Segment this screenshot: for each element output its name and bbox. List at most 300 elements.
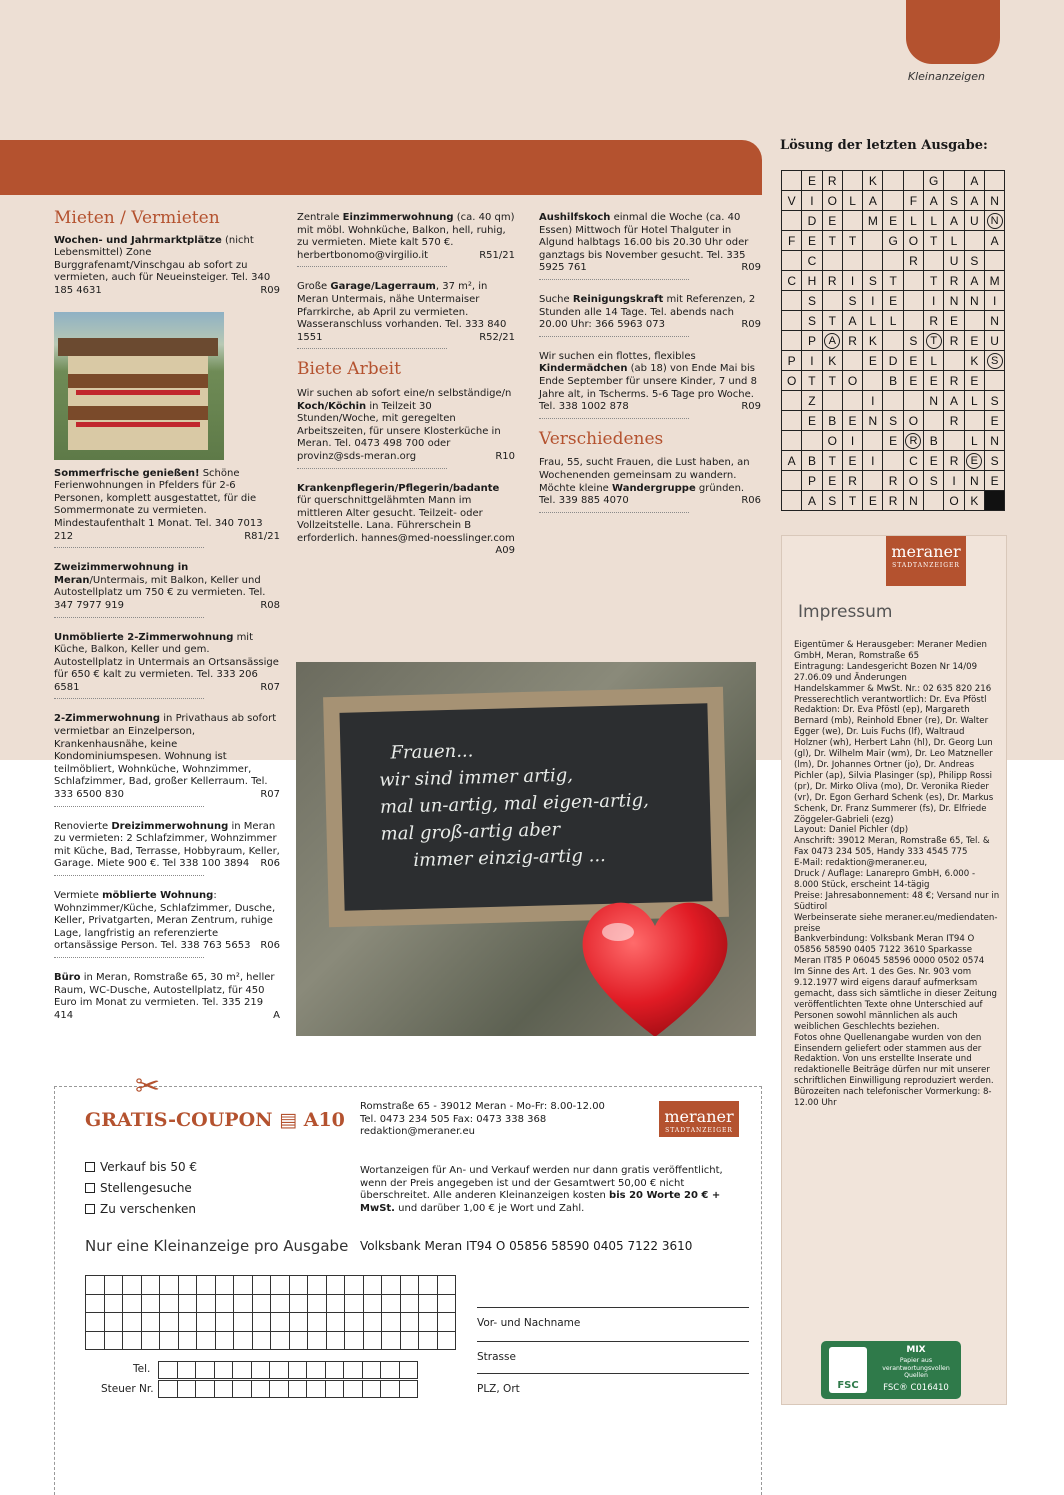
letter-box[interactable] [233, 1362, 252, 1379]
letter-box[interactable] [123, 1294, 142, 1313]
grid-cell: I [984, 291, 1004, 311]
letter-box[interactable] [345, 1313, 364, 1332]
letter-box[interactable] [141, 1313, 160, 1332]
letter-box[interactable] [214, 1362, 233, 1379]
grid-cell [924, 411, 944, 431]
letter-box[interactable] [159, 1362, 178, 1379]
grid-cell: T [822, 231, 842, 251]
grid-cell: S [802, 311, 822, 331]
grid-cell [903, 291, 923, 311]
coupon-title [85, 1109, 345, 1131]
grid-cell: K [822, 351, 842, 371]
grid-cell: T [842, 231, 862, 251]
grid-cell: E [924, 371, 944, 391]
ad-text: Große [297, 281, 331, 293]
ad-item [539, 212, 761, 280]
ad-title: Einzimmerwohnung [342, 212, 454, 223]
grid-cell: C [903, 451, 923, 471]
grid-row [782, 191, 1005, 211]
grid-row [782, 231, 1005, 251]
letter-box[interactable] [288, 1362, 307, 1379]
letter-box[interactable] [326, 1313, 345, 1332]
letter-box[interactable] [437, 1313, 456, 1332]
grid-cell [842, 391, 862, 411]
grid-cell: L [842, 191, 862, 211]
grid-cell: O [903, 411, 923, 431]
letter-box[interactable] [141, 1331, 160, 1350]
letter-box[interactable] [381, 1381, 400, 1398]
grid-cell: L [924, 211, 944, 231]
letter-box[interactable] [251, 1381, 270, 1398]
checkbox[interactable] [85, 1183, 95, 1193]
letter-box[interactable] [123, 1276, 142, 1295]
tax-label: Steuer Nr. [101, 1383, 154, 1395]
letter-box[interactable] [86, 1276, 105, 1295]
letter-box[interactable] [399, 1362, 418, 1379]
grid-cell [924, 251, 944, 271]
letter-box[interactable] [344, 1381, 363, 1398]
logo-subtext: STADTANZEIGER [665, 1127, 733, 1134]
letter-box[interactable] [419, 1294, 438, 1313]
letter-box[interactable] [234, 1313, 253, 1332]
letter-box[interactable] [271, 1294, 290, 1313]
letter-box[interactable] [104, 1294, 123, 1313]
header-ribbon [0, 140, 762, 195]
grid-cell: V [782, 191, 802, 211]
grid-cell: I [944, 471, 964, 491]
grid-cell: A [842, 311, 862, 331]
tel-field[interactable] [158, 1361, 418, 1379]
letter-box[interactable] [271, 1313, 290, 1332]
letter-box[interactable] [252, 1331, 271, 1350]
grid-cell: N [924, 391, 944, 411]
grid-cell [883, 391, 903, 411]
letter-box[interactable] [197, 1331, 216, 1350]
grid-cell: O [944, 491, 964, 511]
name-label: Vor- und Nachname [477, 1317, 581, 1329]
letter-box[interactable] [197, 1276, 216, 1295]
grid-cell: R [822, 271, 842, 291]
grid-cell [842, 211, 862, 231]
letter-box[interactable] [123, 1313, 142, 1332]
grid-cell [903, 271, 923, 291]
letter-box[interactable] [196, 1362, 215, 1379]
ad-text: in Privathaus ab sofort vermietbar an Einzelperson, Krankenhausnähe, keine Kondominiumspesen. Wohnung ist teilmöbliert, Wohnküche, Wohnzimmer, Schlafzimmer, Bad, großer Kellerraum. Tel. 333 6500 830 [54, 713, 277, 801]
city-line[interactable] [477, 1373, 749, 1374]
grid-cell: E [903, 371, 923, 391]
letter-box[interactable] [104, 1276, 123, 1295]
grid-cell: S [903, 331, 923, 351]
chalkboard [339, 703, 712, 911]
grid-cell [883, 331, 903, 351]
ad-ref: R06 [260, 858, 280, 870]
grid-cell [782, 251, 802, 271]
letter-box[interactable] [251, 1362, 270, 1379]
grid-row [782, 431, 1005, 451]
grid-cell: L [903, 211, 923, 231]
letter-box[interactable] [177, 1381, 196, 1398]
grid-row [782, 311, 1005, 331]
letter-box[interactable] [307, 1381, 326, 1398]
tax-field[interactable] [158, 1380, 418, 1398]
impressum-line: Anschrift: 39012 Meran, Romstraße 65, Tel. & Fax 0473 234 505, Handy 333 4545 775 [794, 836, 990, 858]
impressum-line: Fotos ohne Quellenangabe wurden von den Einsendern geliefert oder stammen aus der Redaktion. Von uns erstellte Inserate und redaktionelle Beiträge dürfen nur mit unserer schriftlichen Einwilligung reproduziert werden. [794, 1032, 994, 1087]
letter-box[interactable] [437, 1294, 456, 1313]
letter-box[interactable] [289, 1276, 308, 1295]
grid-cell: K [964, 351, 984, 371]
letter-box[interactable] [326, 1276, 345, 1295]
grid-cell: I [863, 391, 883, 411]
grid-cell: L [883, 311, 903, 331]
letter-box[interactable] [160, 1313, 179, 1332]
grid-cell: A [964, 191, 984, 211]
grid-cell [883, 451, 903, 471]
grid-cell [782, 491, 802, 511]
grid-row [782, 291, 1005, 311]
letter-box[interactable] [160, 1331, 179, 1350]
letter-box[interactable] [289, 1294, 308, 1313]
letter-box[interactable] [141, 1294, 160, 1313]
grid-cell: S [984, 351, 1004, 371]
ad-title: Unmöblierte 2-Zimmerwohnung [54, 631, 234, 643]
letter-box[interactable] [419, 1276, 438, 1295]
grid-cell: S [984, 391, 1004, 411]
grid-row [782, 491, 1005, 511]
grid-cell: E [883, 291, 903, 311]
fsc-tree-icon: FSC [829, 1347, 867, 1393]
ad-item [54, 972, 280, 1022]
letter-box[interactable] [271, 1276, 290, 1295]
impressum-line: Bankverbindung: Volksbank Meran IT94 O 05856 58590 0405 7122 3610 Sparkasse Meran IT85 P 06045 58596 0000 0502 0574 [794, 934, 985, 967]
ad-item [297, 482, 515, 557]
letter-box[interactable] [437, 1331, 456, 1350]
letter-box[interactable] [308, 1313, 327, 1332]
heading-biete-arbeit: Biete Arbeit [297, 359, 401, 380]
grid-cell: T [822, 311, 842, 331]
chalk-line: Frauen... [390, 740, 474, 764]
grid-cell: A [802, 491, 822, 511]
letter-box[interactable] [197, 1294, 216, 1313]
grid-cell: I [842, 431, 862, 451]
grid-cell: I [924, 291, 944, 311]
ad-text: , 37 m², in Meran Untermais, nähe Untermaiser Pfarrkirche, ab April zu vermieten. Wasseranschluss vorhanden. Tel. 333 840 1551 [297, 281, 507, 343]
grid-cell: S [822, 491, 842, 511]
letter-box[interactable] [399, 1381, 418, 1398]
section-tab [906, 0, 1000, 64]
letter-box[interactable] [345, 1331, 364, 1350]
grid-cell: E [964, 331, 984, 351]
ad-ref: R09 [741, 401, 761, 413]
grid-cell [863, 371, 883, 391]
grid-cell: E [964, 451, 984, 471]
grid-cell: E [863, 351, 883, 371]
letter-box[interactable] [234, 1331, 253, 1350]
letter-box[interactable] [363, 1276, 382, 1295]
letter-box[interactable] [289, 1313, 308, 1332]
ad-text: in Meran, Romstraße 65, 30 m², heller Raum, WC-Dusche, Autostellplatz, für 450 Euro im Monat zu vermieten. Tel. 335 219 414 [54, 971, 275, 1021]
grid-cell: N [984, 431, 1004, 451]
grid-cell: T [883, 271, 903, 291]
impressum-line: Redaktion: Dr. Eva Pföstl (ep), Margareth Bernard (mb), Reinhold Ebner (re), Dr. Walter Egger (we), Dr. Luis Fuchs (lf), Waltraud Holzner (wh), Herbert Lahn (hl), Dr. Georg Lun (gl), Dr. Wilhelm Mair (wm), Dr. Leo Matzneller (lm), Dr. Johannes Ortner (jo), Dr. Andreas Pichler (ap), Silvia Plasinger (sp), Philipp Rossi (pr), Dr. Mirko Oliva (mo), Dr. Veronika Rieder (vr), Dr. Egon Gerhard Schenk (es), Dr. Markus Schenk, Dr. Franz Summerer (fs), Dr. Elfriede Zöggeler-Gabrieli (ezg) [794, 705, 994, 825]
street-line[interactable] [477, 1341, 749, 1342]
grid-cell: R [944, 371, 964, 391]
grid-cell [782, 471, 802, 491]
letter-box[interactable] [196, 1381, 215, 1398]
letter-box[interactable] [326, 1294, 345, 1313]
column-mieten [54, 206, 280, 1036]
impressum-title: Impressum [798, 602, 893, 622]
grid-cell: M [863, 211, 883, 231]
grid-cell [782, 391, 802, 411]
letter-box[interactable] [234, 1294, 253, 1313]
letter-box[interactable] [325, 1362, 344, 1379]
terms-text: und darüber 1,00 € je Wort und Zahl. [394, 1202, 585, 1214]
grid-cell [903, 311, 923, 331]
chalk-text [378, 733, 650, 875]
house-photo [54, 312, 224, 460]
letter-box[interactable] [362, 1381, 381, 1398]
newspaper-icon: ▤ [279, 1109, 298, 1131]
letter-box[interactable] [382, 1331, 401, 1350]
letter-box[interactable] [308, 1294, 327, 1313]
grid-row [782, 211, 1005, 231]
grid-cell: R [944, 451, 964, 471]
chalk-line: wir sind immer artig, [378, 764, 574, 791]
letter-box[interactable] [325, 1381, 344, 1398]
street-label: Strasse [477, 1351, 516, 1363]
grid-cell: R [944, 331, 964, 351]
ad-text: in Meran zu vermieten: 2 Schlafzimmer, Wohnzimmer mit Küche, Bad, Terrasse, Hobbyraum, Keller, Garage. Miete 900 €. Tel 338 100 3894 [54, 820, 280, 870]
grid-cell: E [802, 231, 822, 251]
option-stellengesuche[interactable] [85, 1178, 197, 1199]
grid-cell: E [944, 311, 964, 331]
letter-box[interactable] [177, 1362, 196, 1379]
grid-cell: S [883, 411, 903, 431]
letter-box[interactable] [86, 1313, 105, 1332]
letter-box[interactable] [400, 1313, 419, 1332]
ad-item [297, 388, 515, 469]
grid-cell: K [863, 171, 883, 191]
heart-icon [570, 892, 740, 1036]
letter-box[interactable] [159, 1381, 178, 1398]
letter-box[interactable] [123, 1331, 142, 1350]
letter-box[interactable] [382, 1276, 401, 1295]
chalkboard-photo [296, 662, 756, 1036]
grid-cell: F [782, 231, 802, 251]
letter-box[interactable] [252, 1276, 271, 1295]
impressum-line: Presserechtlich verantwortlich: Dr. Eva Pföstl [794, 694, 987, 705]
letter-box[interactable] [345, 1276, 364, 1295]
letter-box[interactable] [104, 1313, 123, 1332]
letter-box[interactable] [382, 1294, 401, 1313]
grid-cell: R [944, 411, 964, 431]
letter-box[interactable] [288, 1381, 307, 1398]
option-label: Stellengesuche [100, 1181, 192, 1195]
letter-box[interactable] [419, 1331, 438, 1350]
grid-cell: E [984, 471, 1004, 491]
grid-cell: H [802, 271, 822, 291]
letter-box[interactable] [270, 1362, 289, 1379]
grid-cell: R [944, 271, 964, 291]
grid-cell: E [802, 411, 822, 431]
grid-cell [802, 431, 822, 451]
ad-title: Krankenpflegerin/Pflegerin/badante [297, 482, 500, 494]
letter-box[interactable] [437, 1276, 456, 1295]
meraner-logo [659, 1101, 739, 1137]
letter-box[interactable] [308, 1276, 327, 1295]
letter-box[interactable] [233, 1381, 252, 1398]
chalk-line: mal un-artig, mal eigen-artig, [379, 789, 650, 818]
grid-cell: D [802, 211, 822, 231]
grid-cell: O [842, 371, 862, 391]
ad-text-grid[interactable] [85, 1275, 456, 1350]
ad-text: Wir suchen ab sofort eine/n selbständige/n [297, 387, 512, 399]
letter-box[interactable] [214, 1381, 233, 1398]
grid-row [782, 171, 1005, 191]
letter-box[interactable] [326, 1331, 345, 1350]
grid-cell: S [924, 471, 944, 491]
letter-box[interactable] [270, 1381, 289, 1398]
crossword-grid [781, 170, 1005, 511]
letter-box[interactable] [234, 1276, 253, 1295]
letter-box[interactable] [252, 1313, 271, 1332]
letter-box[interactable] [215, 1276, 234, 1295]
impressum-line: Eigentümer & Herausgeber: Meraner Medien GmbH, Meran, Romstraße 65 [794, 640, 987, 661]
ad-title: 2-Zimmerwohnung [54, 713, 161, 725]
impressum-line: Eintragung: Landesgericht Bozen Nr 14/09 27.06.09 und Änderungen [794, 661, 978, 683]
grid-cell: M [984, 271, 1004, 291]
letter-box[interactable] [363, 1331, 382, 1350]
ad-title: Zweizimmerwohnung in Meran [54, 562, 189, 586]
ad-item [54, 632, 280, 700]
letter-box[interactable] [215, 1331, 234, 1350]
letter-box[interactable] [362, 1362, 381, 1379]
grid-cell: T [924, 331, 944, 351]
grid-cell: O [822, 431, 842, 451]
grid-cell: N [984, 191, 1004, 211]
ad-title: möblierte Wohnung [102, 890, 214, 901]
letter-box[interactable] [345, 1294, 364, 1313]
letter-box[interactable] [271, 1331, 290, 1350]
grid-cell [863, 431, 883, 451]
grid-cell: R [883, 471, 903, 491]
letter-box[interactable] [400, 1294, 419, 1313]
letter-box[interactable] [141, 1276, 160, 1295]
grid-cell: P [802, 471, 822, 491]
letter-box[interactable] [382, 1313, 401, 1332]
grid-cell: A [984, 231, 1004, 251]
ad-ref: R52/21 [479, 331, 515, 343]
letter-box[interactable] [400, 1331, 419, 1350]
option-label: Zu verschenken [100, 1202, 197, 1216]
grid-row [782, 331, 1005, 351]
letter-box[interactable] [160, 1276, 179, 1295]
grid-cell: L [863, 311, 883, 331]
one-ad-note: Nur eine Kleinanzeige pro Ausgabe [85, 1237, 349, 1255]
grid-cell: C [782, 271, 802, 291]
grid-cell: R [903, 251, 923, 271]
letter-box[interactable] [363, 1294, 382, 1313]
checkbox[interactable] [85, 1204, 95, 1214]
grid-cell [944, 431, 964, 451]
letter-box[interactable] [215, 1294, 234, 1313]
letter-box[interactable] [178, 1313, 197, 1332]
option-verschenken[interactable] [85, 1199, 197, 1220]
letter-box[interactable] [400, 1276, 419, 1295]
grid-cell: D [883, 351, 903, 371]
grid-cell [883, 251, 903, 271]
letter-box[interactable] [104, 1331, 123, 1350]
name-line[interactable] [477, 1307, 749, 1308]
ad-ref: R09 [741, 262, 761, 274]
checkbox[interactable] [85, 1162, 95, 1172]
letter-box[interactable] [86, 1294, 105, 1313]
grid-cell: N [984, 311, 1004, 331]
grid-cell: B [924, 431, 944, 451]
grid-cell: E [924, 451, 944, 471]
terms-text: Wortanzeigen für An- und Verkauf werden nur dann gratis veröffentlicht, wenn der Preis angegeben ist und der Gesamtwert 50,00 € nicht überschreitet. Alle anderen Kleinanzeigen kosten [360, 1165, 723, 1202]
ad-ref: R07 [260, 681, 280, 693]
grid-cell: C [802, 251, 822, 271]
grid-cell [964, 311, 984, 331]
letter-box[interactable] [307, 1362, 326, 1379]
option-verkauf[interactable] [85, 1157, 197, 1178]
grid-cell [984, 171, 1004, 191]
letter-box[interactable] [289, 1331, 308, 1350]
ad-item [54, 468, 280, 549]
grid-cell [964, 411, 984, 431]
ad-text: (ca. 40 qm) mit möbl. Wohnküche, Balkon, hell, ruhig, zu vermieten. Miete kalt 570 €. herbertbonomo@virgilio.it [297, 212, 515, 261]
ad-text: (nicht Lebensmittel) Zone Burggrafenamt/Vinschgau ab sofort zu vermieten, auch für Neueinsteiger. Tel. 340 185 4631 [54, 234, 271, 296]
grid-cell: T [842, 491, 862, 511]
letter-box[interactable] [178, 1331, 197, 1350]
grid-cell: S [863, 271, 883, 291]
ad-ref: R51/21 [479, 249, 515, 261]
letter-box[interactable] [252, 1294, 271, 1313]
grid-cell: N [964, 471, 984, 491]
ad-text: mit Küche, Balkon, Keller und gem. Autostellplatz in Untermais an Ortsansässige für 650 € kalt zu vermieten. Tel. 333 206 6581 [54, 631, 279, 693]
fsc-code: FSC® C016410 [883, 1383, 949, 1393]
letter-box[interactable] [419, 1313, 438, 1332]
grid-row [782, 391, 1005, 411]
grid-cell [822, 391, 842, 411]
letter-box[interactable] [381, 1362, 400, 1379]
ad-ref: R08 [260, 599, 280, 611]
letter-box[interactable] [215, 1313, 234, 1332]
letter-box[interactable] [160, 1294, 179, 1313]
grid-row [782, 271, 1005, 291]
grid-cell: U [964, 211, 984, 231]
ad-text: einmal die Woche (ca. 40 Essen) Mittwoch für Hotel Thalguter in Algund halbtags 16.00 bis 20.30 Uhr oder ganztags bis November gesucht. Tel. 335 5925 761 [539, 212, 749, 274]
letter-box[interactable] [178, 1276, 197, 1295]
grid-cell: A [944, 211, 964, 231]
grid-cell: T [822, 371, 842, 391]
grid-cell [903, 391, 923, 411]
letter-box[interactable] [86, 1331, 105, 1350]
letter-box[interactable] [308, 1331, 327, 1350]
grid-cell: A [822, 331, 842, 351]
letter-box[interactable] [363, 1313, 382, 1332]
letter-box[interactable] [344, 1362, 363, 1379]
terms-price: bis 20 Worte 20 € + MwSt. [360, 1190, 721, 1214]
letter-box[interactable] [197, 1313, 216, 1332]
impressum-line: Handelskammer & MwSt. Nr.: 02 635 820 216 [794, 683, 992, 694]
grid-cell: B [822, 411, 842, 431]
ad-title: Koch/Köchin [297, 400, 367, 412]
grid-cell: O [822, 191, 842, 211]
letter-box[interactable] [178, 1294, 197, 1313]
ad-ref: R06 [260, 940, 280, 952]
